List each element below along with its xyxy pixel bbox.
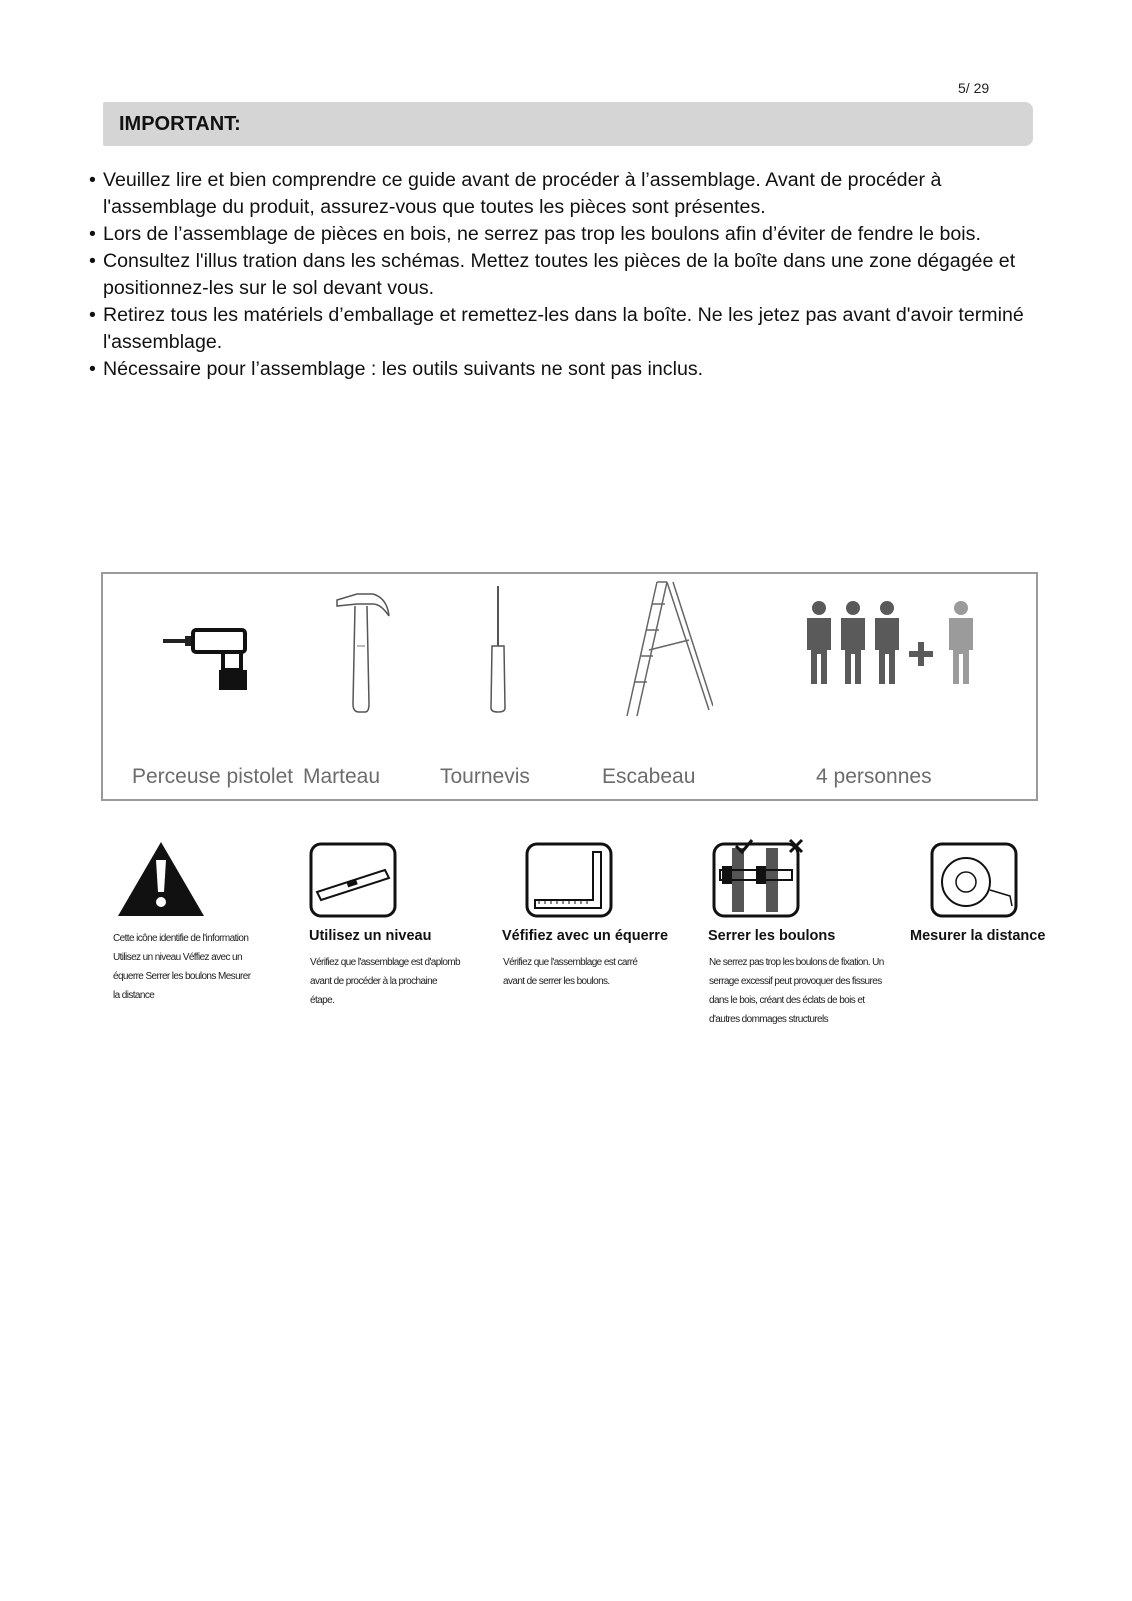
list-item: • Retirez tous les matériels d’emballage et remettez-les dans la boîte. Ne les jetez pas avant d'avoir terminé l'assemblage. — [88, 302, 1048, 356]
screwdriver-icon — [483, 584, 513, 714]
tools-panel — [101, 572, 1038, 801]
bolts-icon — [712, 838, 808, 918]
people-icon — [803, 600, 983, 686]
list-item: • Lors de l’assemblage de pièces en bois, ne serrez pas trop les boulons afin d’éviter de fendre le bois. — [88, 221, 1048, 248]
level-title: Utilisez un niveau — [309, 928, 432, 944]
instructions-list — [88, 167, 1048, 383]
measure-title: Mesurer la distance — [910, 928, 1046, 944]
square-ruler-icon — [525, 842, 613, 918]
important-title: IMPORTANT: — [119, 113, 241, 135]
bolts-title: Serrer les boulons — [708, 928, 836, 944]
warning-icon — [116, 840, 206, 918]
list-item: • Veuillez lire et bien comprendre ce guide avant de procéder à l’assemblage. Avant de procéder à l'assemblage du produit, assurez-vous que toutes les pièces sont présentes. — [88, 167, 1048, 221]
page-number: 5/ 29 — [958, 80, 990, 96]
level-icon — [309, 842, 397, 918]
important-header-bar — [103, 102, 1033, 146]
warning-description: Cette icône identifie de l'information Utilisez un niveau Véffiez avec un équerre Serrer les boulons Mesurer la distance — [113, 933, 251, 1001]
ladder-icon — [623, 580, 713, 720]
list-item: • Nécessaire pour l’assemblage : les outils suivants ne sont pas inclus. — [88, 356, 1048, 383]
list-item: • Consultez l'illus tration dans les schémas. Mettez toutes les pièces de la boîte dans une zone dégagée et positionnez-les sur le sol devant vous. — [88, 248, 1048, 302]
drill-icon — [161, 624, 251, 694]
tool-label-people: 4 personnes — [816, 765, 932, 788]
tape-measure-icon — [930, 842, 1018, 918]
square-description: Vérifiez que l'assemblage est carré avant de serrer les boulons. — [503, 957, 638, 987]
tool-label-hammer: Marteau — [303, 765, 381, 788]
bolts-description: Ne serrez pas trop les boulons de fixation. Un serrage excessif peut provoquer des fissures dans le bois, créant des éclats de bois et d'autres dommages structurels — [709, 957, 884, 1025]
level-description: Vérifiez que l'assemblage est d'aplomb avant de procéder à la prochaine étape. — [310, 957, 461, 1006]
tool-label-ladder: Escabeau — [602, 765, 696, 788]
square-title: Véfifiez avec un équerre — [502, 928, 669, 944]
hammer-icon — [333, 586, 393, 716]
tool-label-screwdriver: Tournevis — [440, 765, 530, 788]
tool-label-drill: Perceuse pistolet — [132, 765, 294, 788]
